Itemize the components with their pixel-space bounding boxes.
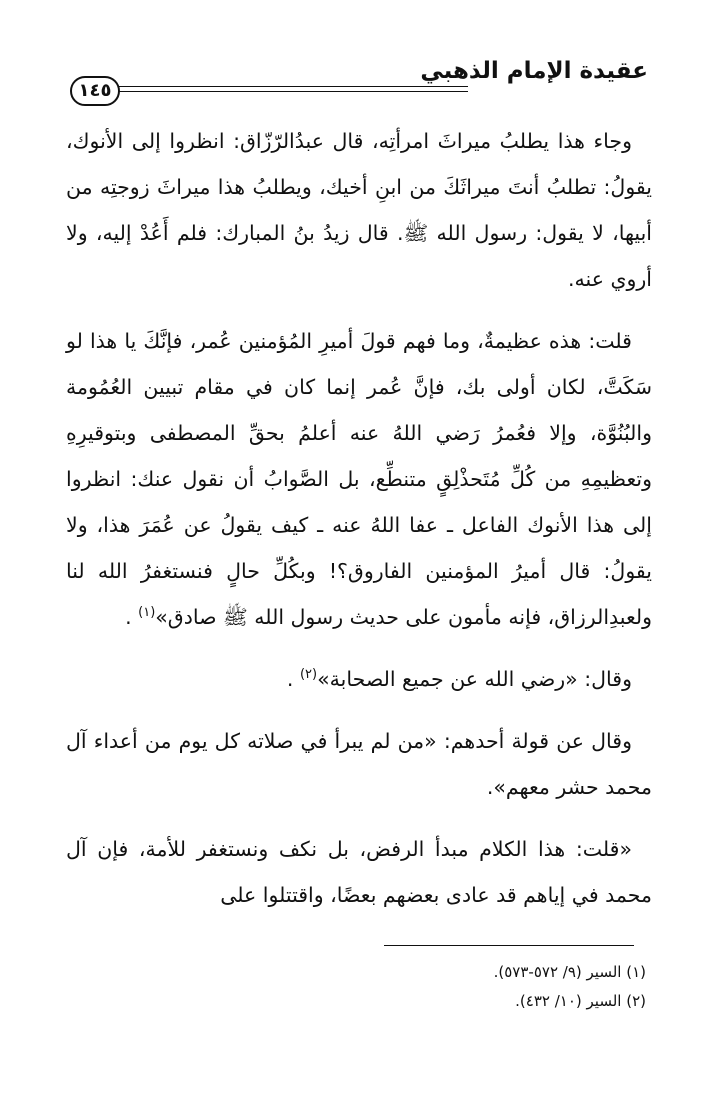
footnotes [66,958,646,1016]
running-title: عقيدة الإمام الذهبي [420,58,648,84]
page-header [70,56,648,108]
paragraph: «قلت: هذا الكلام مبدأ الرفض، بل نكف ونستغفر للأمة، فإن آل محمد في إياهم قد عادى بعضهم بعضًا، واقتتلوا على [66,837,652,907]
footnote: (١) السير (٩/ ٥٧٢-٥٧٣). [493,963,646,981]
header-rule [106,86,468,87]
paragraph: وقال عن قولة أحدهم: «من لم يبرأ في صلاته كل يوم من أعداء آل محمد حشر معهم». [66,729,652,799]
footnote-ref: (١) [138,605,156,621]
paragraph-period: . [125,605,139,629]
footnote-separator [384,945,634,946]
header-rule-thin [106,91,468,92]
paragraph: وجاء هذا يطلبُ ميراثَ امرأتِه، قال عبدُالرّزّاق: انظروا إلى الأنوك، يقولُ: تطلبُ أنتَ ميراثَكَ من ابنِ أخيك، ويطلبُ هذا ميراثَ زوجتِه من أبيها، لا يقول: رسول الله ﷺ. قال زيدُ بنُ المبارك: فلم أَعُدْ إليه، ولا أروي عنه. [66,129,652,291]
footnote-ref: (٢) [299,667,318,683]
paragraph-text: قلت: هذه عظيمةٌ، وما فهم قولَ أميرِ المُؤمنين عُمر، فإنَّكَ يا هذا لو سَكَتَّ، لكان أولى بك، فإنَّ عُمر إنما كان في مقام تبيين العُمُومة والبُنُوَّة، وإلا فعُمرُ رَضي اللهُ عنه أعلمُ بحقِّ المصطفى وبتوقيرِهِ وتعظيمِهِ من كُلِّ مُتَحذْلِقٍ متنطِّع، بل الصَّوابُ أن نقول عنك: انظروا إلى هذا الأنوك الفاعل ـ عفا اللهُ عنه ـ كيف يقولُ عن عُمَرَ هذا، ولا يقولُ: قال أميرُ المؤمنين الفاروق؟! وبكُلِّ حالٍ فنستغفرُ الله لنا ولعبدِالرزاق، فإنه مأمون على حديث رسول الله ﷺ صادق» [66,329,652,629]
paragraph [66,318,652,640]
footnote: (٢) السير (١٠/ ٤٣٢). [515,992,646,1010]
main-text [66,118,652,934]
paragraph [66,656,652,702]
paragraph-period: . [286,667,300,691]
page-number: ١٤٥ [70,76,120,106]
paragraph-text: وقال: «رضي الله عن جميع الصحابة» [317,667,632,691]
